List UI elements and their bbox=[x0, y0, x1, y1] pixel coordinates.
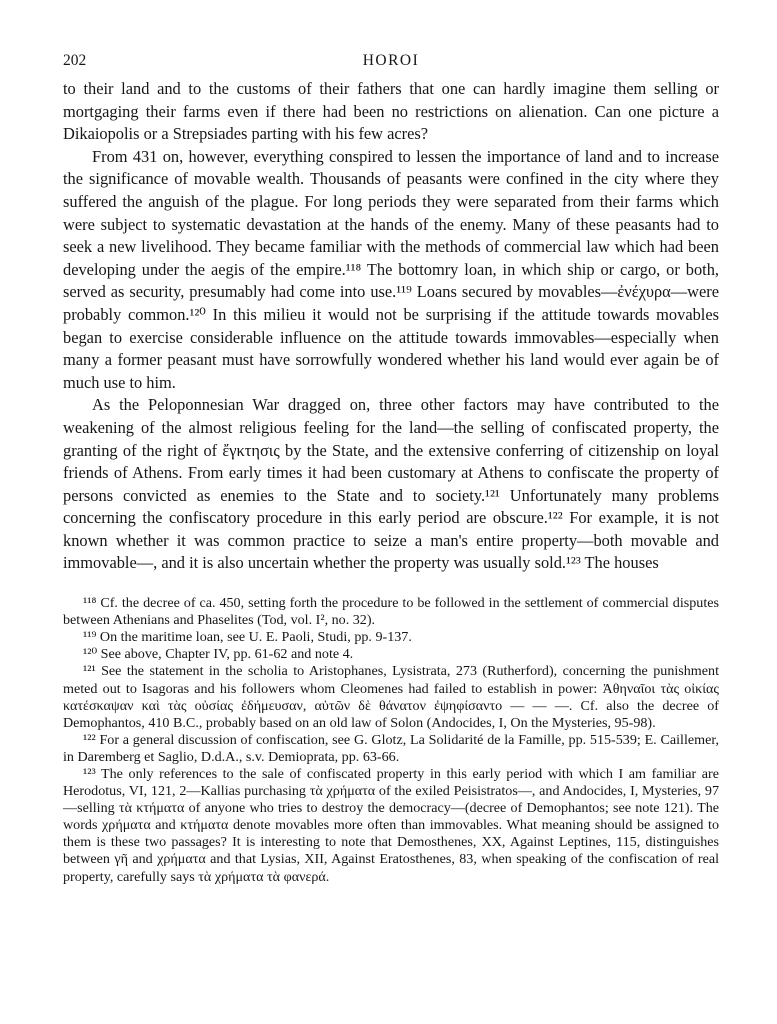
body-text bbox=[63, 78, 719, 575]
footnote-118: ¹¹⁸ Cf. the decree of ca. 450, setting forth the procedure to be followed in the settlement of commercial disputes between Athenians and Phaselites (Tod, vol. I², no. 32). bbox=[63, 595, 719, 629]
paragraph-continued: to their land and to the customs of their fathers that one can hardly imagine them selling or mortgaging their farms even if there had been no restrictions on alienation. Can one picture a Dikaiopolis or a Strepsiades parting with his few acres? bbox=[63, 79, 719, 144]
footnote-120: ¹²⁰ See above, Chapter IV, pp. 61-62 and note 4. bbox=[83, 646, 354, 663]
footnotes bbox=[63, 595, 719, 886]
page-header bbox=[63, 52, 719, 78]
book-page bbox=[63, 52, 719, 886]
footnote-121: ¹²¹ See the statement in the scholia to Aristophanes, Lysistrata, 273 (Rutherford), concerning the punishment meted out to Isagoras and his followers whom Cleomenes had failed to establish in power: Ἀθηναῖοι τὰς οἰκίας κατέσκαψαν καὶ τὰς οὐσίας ἐδήμευσαν, αὐτῶν δὲ θάνατον ἐψηφίσαντο — — —. Cf. also the decree of Demophantos, 410 B.C., probably based on an old law of Solon (Andocides, I, On the Mysteries, 95-98). bbox=[63, 663, 719, 731]
running-title: HOROI bbox=[362, 52, 420, 69]
page-number: 202 bbox=[63, 52, 87, 69]
paragraph: From 431 on, however, everything conspired to lessen the importance of land and to increase the significance of movable wealth. Thousands of peasants were confined in the city where they suffered the anguish of the plague. For long periods they were separated from their farms which were subject to systematic devastation at the hands of the enemy. Many of these peasants had to seek a new livelihood. They became familiar with the methods of commercial law which had been developing under the aegis of the empire.¹¹⁸ The bottomry loan, in which ship or cargo, or both, served as security, presumably had come into use.¹¹⁹ Loans secured by movables—ἐνέχυρα—were probably common.¹²⁰ In this milieu it would not be surprising if the attitude towards movables began to exercise considerable influence on the attitude towards immovables—especially when many a former peasant must have sorrowfully wondered whether his land would ever again be of much use to him. bbox=[63, 146, 719, 392]
footnote-123: ¹²³ The only references to the sale of confiscated property in this early period with which I am familiar are Herodotus, VI, 121, 2—Kallias purchasing τὰ χρήματα of the exiled Peisistratos—, and Andocides, I, Mysteries, 97—selling τὰ κτήματα of anyone who tries to destroy the democracy—(decree of Demophantos; see note 121). The words χρήματα and κτήματα denote movables more often than immovables. What meaning should be assigned to them is these two passages? It is interesting to note that Demosthenes, XX, Against Leptines, 115, distinguishes between γῆ and χρήματα and that Lysias, XII, Against Eratosthenes, 83, when speaking of the confiscation of real property, carefully says τὰ χρήματα τὰ φανερά. bbox=[63, 766, 719, 885]
footnote-122: ¹²² For a general discussion of confiscation, see G. Glotz, La Solidarité de la Famille, pp. 515-539; E. Caillemer, in Daremberg et Saglio, D.d.A., s.v. Demioprata, pp. 63-66. bbox=[63, 731, 719, 765]
paragraph: As the Peloponnesian War dragged on, three other factors may have contributed to the weakening of the almost religious feeling for the land—the selling of confiscated property, the granting of the right of ἔγκτησις by the State, and the extensive conferring of citizenship on loyal friends of Athens. From early times it had been customary at Athens to confiscate the property of persons convicted as enemies to the State and to society.¹²¹ Unfortunately many problems concerning the confiscatory procedure in this early period are obscure.¹²² For example, it is not known whether it was common practice to seize a man's entire property—both movable and immovable—, and it is also uncertain whether the property was usually sold.¹²³ The houses bbox=[63, 395, 719, 573]
footnote-119: ¹¹⁹ On the maritime loan, see U. E. Paoli, Studi, pp. 9-137. bbox=[83, 629, 412, 646]
